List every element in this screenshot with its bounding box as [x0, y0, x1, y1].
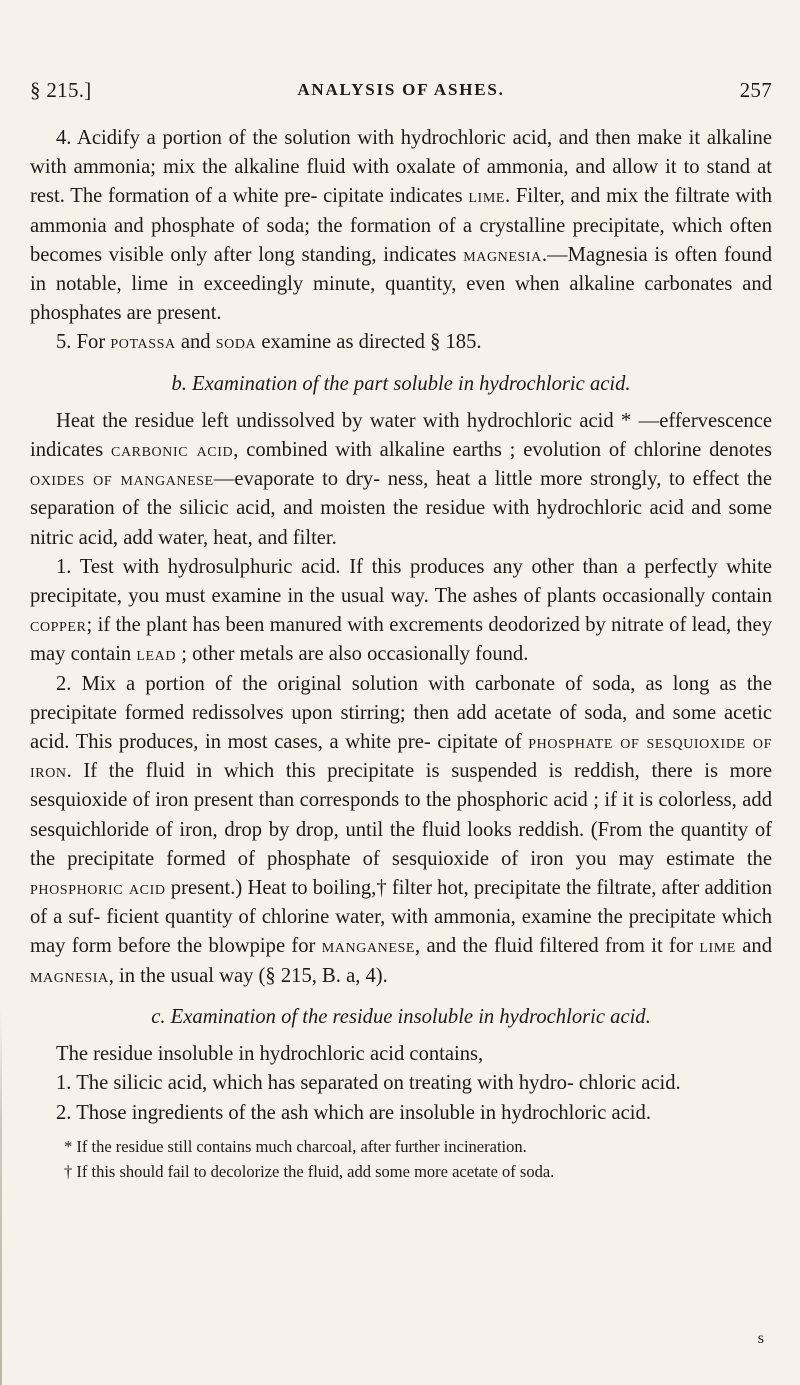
footnote-1: * If the residue still contains much charcoal, after further incineration. [64, 1136, 527, 1156]
page-body [30, 124, 772, 1184]
section-heading-b: b. Examination of the part soluble in hydrochloric acid. [171, 372, 631, 395]
section-reference: § 215.] [30, 78, 92, 102]
page-header [30, 78, 772, 112]
footnote-2: † If this should fail to decolorize the fluid, add some more acetate of soda. [64, 1161, 555, 1181]
paragraph-b2: 2. Mix a portion of the original solution with carbonate of soda, as long as the precipitate formed redissolves upon stirring; then add acetate of soda, and some acetic acid. This produces, in most cases, a white pre- cipitate of phosphate of sesquioxide of iron. If the fluid in which this precipitate is suspended is reddish, there is more sesquioxide of iron present than corresponds to the phosphoric acid ; if it is colorless, add sesquichloride of iron, drop by drop, until the fluid looks reddish. (From the quantity of the precipitate formed of phosphate of sesquioxide of iron you may estimate the phosphoric acid present.) Heat to boiling,† filter hot, precipitate the filtrate, after addition of a suf- ficient quantity of chlorine water, with ammonia, examine the precipitate which may form before the blowpipe for manganese, and the fluid filtered from it for lime and magnesia, in the usual way (§ 215, B. a, 4). [30, 672, 772, 987]
page-number: 257 [739, 78, 772, 102]
paragraph-b1: 1. Test with hydrosulphuric acid. If this produces any other than a perfectly white precipitate, you must examine in the usual way. The ashes of plants occasionally contain copper; if the plant has been manured with excrements deodorized by nitrate of lead, they may contain lead ; other metals are also occasionally found. [30, 555, 772, 666]
paragraph-4: 4. Acidify a portion of the solution with hydrochloric acid, and then make it alkaline with ammonia; mix the alkaline fluid with oxalate of ammonia, and allow it to stand at rest. The formation of a white pre- cipitate indicates lime. Filter, and mix the filtrate with ammonia and phosphate of soda; the formation of a crystalline precipitate, which often becomes visible only after long standing, indicates magnesia.—Magnesia is often found in notable, lime in exceedingly minute, quantity, even when alkaline carbonates and phosphates are present. [30, 127, 772, 325]
paragraph-c1: 1. The silicic acid, which has separated on treating with hydro- chloric acid. [56, 1072, 681, 1095]
paragraph-5: 5. For potassa and soda examine as directed § 185. [56, 331, 482, 354]
paragraph-b: Heat the residue left undissolved by water with hydrochloric acid * —effervescence indicates carbonic acid, combined with alkaline earths ; evolution of chlorine denotes oxides of manganese—evaporate to dry- ness, heat a little more strongly, to effect the separation of the silicic acid, and moisten the residue with hydrochloric acid and some nitric acid, add water, heat, and filter. [30, 409, 773, 549]
paragraph-c: The residue insoluble in hydrochloric acid contains, [56, 1043, 484, 1066]
signature-mark: s [757, 1330, 764, 1347]
section-heading-c: c. Examination of the residue insoluble in hydrochloric acid. [151, 1005, 651, 1028]
footnotes [30, 1134, 772, 1184]
running-title: ANALYSIS OF ASHES. [297, 80, 505, 99]
page-edge-shadow [0, 1010, 2, 1385]
paragraph-c2: 2. Those ingredients of the ash which are insoluble in hydrochloric acid. [56, 1101, 651, 1124]
